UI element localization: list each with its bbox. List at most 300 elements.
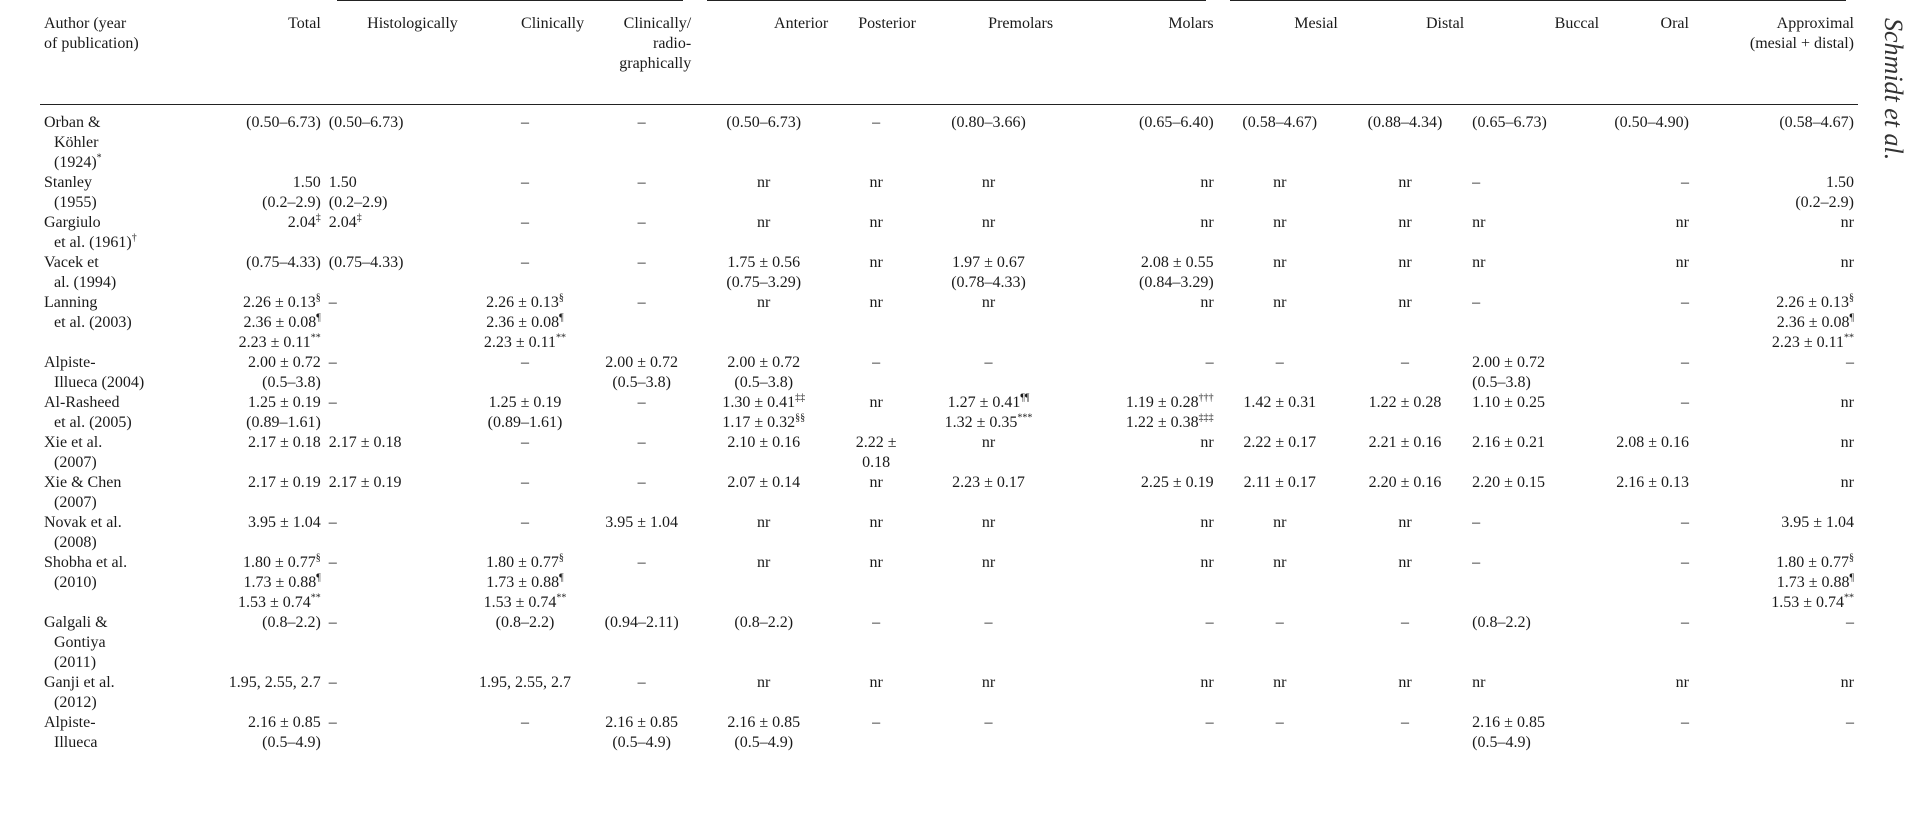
cell-value: – xyxy=(637,174,646,191)
author-line: et al. (2005) xyxy=(54,414,132,431)
cell-value: nr xyxy=(1273,174,1287,191)
author-line: Alpiste- xyxy=(44,354,96,371)
author-line: (2011) xyxy=(54,654,97,671)
cell-value: (0.75–3.29) xyxy=(726,274,802,291)
table-row xyxy=(40,173,1858,213)
column-header-line: Posterior xyxy=(858,15,917,32)
data-cell xyxy=(1057,613,1218,673)
cell-value: 1.30 ± 0.41‡‡ xyxy=(722,392,806,411)
table-row xyxy=(40,553,1858,613)
cell-value: 2.10 ± 0.16 xyxy=(727,434,801,451)
data-cell xyxy=(1057,433,1218,473)
data-cell xyxy=(1342,113,1468,173)
data-cell xyxy=(1218,473,1342,513)
cell-value: – xyxy=(328,614,337,631)
cell-value: 1.50 xyxy=(328,174,357,191)
cell-value: nr xyxy=(1840,474,1854,491)
cell-value: (0.8–2.2) xyxy=(734,614,794,631)
data-cell xyxy=(1603,113,1693,173)
cell-value: nr xyxy=(869,554,883,571)
cell-value: 1.32 ± 0.35*** xyxy=(944,412,1033,431)
cell-value: nr xyxy=(1273,674,1287,691)
cell-value: (0.65–6.40) xyxy=(1139,114,1214,131)
cell-value: (0.94–2.11) xyxy=(604,614,679,631)
cell-value: nr xyxy=(1840,214,1854,231)
author-line: Ganji et al. xyxy=(44,674,115,691)
cell-value: 2.00 ± 0.72 xyxy=(605,354,679,371)
cell-value: (0.8–2.2) xyxy=(1472,614,1531,631)
data-cell xyxy=(177,433,325,473)
data-cell xyxy=(1468,293,1603,353)
column-header-molars xyxy=(1057,14,1218,105)
data-cell xyxy=(588,433,695,473)
group-header-tooth-type xyxy=(695,0,1217,14)
cell-value: – xyxy=(637,294,646,311)
data-cell xyxy=(588,553,695,613)
data-cell xyxy=(920,113,1057,173)
data-cell xyxy=(325,613,462,673)
cell-value: nr xyxy=(1398,214,1412,231)
data-cell xyxy=(1057,393,1218,433)
cell-value: – xyxy=(637,554,646,571)
cell-value: 2.26 ± 0.13§ xyxy=(242,292,321,311)
cell-value: (0.2–2.9) xyxy=(262,194,321,211)
data-cell xyxy=(1057,253,1218,293)
group-header-method-label xyxy=(337,0,683,1)
cell-value: 2.04‡ xyxy=(328,212,362,231)
column-header-line: Buccal xyxy=(1554,15,1600,32)
cell-value: – xyxy=(1275,614,1284,631)
author-line: (2007) xyxy=(54,454,97,471)
data-cell xyxy=(695,113,832,173)
data-cell xyxy=(588,393,695,433)
data-cell xyxy=(1468,393,1603,433)
cell-value: 2.17 ± 0.19 xyxy=(328,474,402,491)
cell-value: (0.5–3.8) xyxy=(262,374,321,391)
cell-value: 2.00 ± 0.72 xyxy=(1472,354,1545,371)
cell-value: – xyxy=(520,214,529,231)
data-cell xyxy=(588,293,695,353)
cell-value: nr xyxy=(981,514,996,531)
data-cell xyxy=(920,393,1057,433)
data-cell xyxy=(177,173,325,213)
data-cell xyxy=(1603,673,1693,713)
cell-value: 2.08 ± 0.16 xyxy=(1616,434,1689,451)
data-cell xyxy=(462,213,588,253)
data-cell xyxy=(1218,673,1342,713)
author-cell xyxy=(40,173,177,213)
data-cell xyxy=(1218,553,1342,613)
table-row xyxy=(40,433,1858,473)
data-cell xyxy=(588,173,695,213)
cell-value: nr xyxy=(1675,254,1689,271)
data-cell xyxy=(1693,673,1858,713)
cell-value: 1.97 ± 0.67 xyxy=(952,254,1025,271)
cell-value: 2.07 ± 0.14 xyxy=(727,474,801,491)
cell-value: (0.75–4.33) xyxy=(246,254,321,271)
data-cell xyxy=(1342,713,1468,753)
data-cell xyxy=(920,433,1057,473)
cell-value: 1.75 ± 0.56 xyxy=(727,254,801,271)
cell-value: 3.95 ± 1.04 xyxy=(605,514,679,531)
cell-value: nr xyxy=(869,214,883,231)
cell-value: nr xyxy=(1200,174,1214,191)
cell-value: nr xyxy=(1840,674,1854,691)
cell-value: nr xyxy=(981,434,996,451)
data-cell xyxy=(1057,713,1218,753)
cell-value: – xyxy=(1680,514,1689,531)
group-header-method xyxy=(325,0,695,14)
cell-value: – xyxy=(1680,294,1689,311)
data-cell xyxy=(325,113,462,173)
data-table xyxy=(40,0,1858,753)
data-cell xyxy=(1218,713,1342,753)
data-cell xyxy=(1603,433,1693,473)
cell-value: nr xyxy=(1200,514,1214,531)
data-cell xyxy=(588,613,695,673)
data-cell xyxy=(588,353,695,393)
cell-value: 2.26 ± 0.13§ xyxy=(1776,292,1854,311)
column-header-line: Total xyxy=(288,15,321,32)
cell-value: 2.00 ± 0.72 xyxy=(247,354,321,371)
cell-value: 1.95, 2.55, 2.7 xyxy=(228,674,321,691)
cell-value: nr xyxy=(1200,554,1214,571)
cell-value: (0.58–4.67) xyxy=(1242,114,1318,131)
data-cell xyxy=(325,513,462,553)
cell-value: (0.5–3.8) xyxy=(1472,374,1531,391)
cell-value: – xyxy=(520,714,529,731)
data-cell xyxy=(695,393,832,433)
cell-value: – xyxy=(984,614,993,631)
author-cell xyxy=(40,113,177,173)
column-header-line: Clinically/ xyxy=(623,15,692,32)
cell-value: 2.23 ± 0.11** xyxy=(238,332,321,351)
data-cell xyxy=(462,553,588,613)
cell-value: – xyxy=(1680,354,1689,371)
cell-value: – xyxy=(1401,614,1409,631)
cell-value: (0.50–6.73) xyxy=(328,114,404,131)
data-cell xyxy=(1342,553,1468,613)
data-cell xyxy=(325,293,462,353)
cell-value: 2.17 ± 0.18 xyxy=(247,434,321,451)
cell-value: 2.23 ± 0.11** xyxy=(483,332,567,351)
cell-value: 1.53 ± 0.74** xyxy=(1771,592,1854,611)
cell-value: nr xyxy=(757,674,771,691)
author-cell xyxy=(40,393,177,433)
cell-value: (0.58–4.67) xyxy=(1779,114,1854,131)
cell-value: – xyxy=(520,474,529,491)
data-cell xyxy=(832,673,920,713)
table-row xyxy=(40,113,1858,173)
data-cell xyxy=(920,513,1057,553)
column-header-histologically xyxy=(325,14,462,105)
cell-value: 2.21 ± 0.16 xyxy=(1368,434,1442,451)
cell-value: – xyxy=(520,434,529,451)
cell-value: – xyxy=(1205,614,1214,631)
data-cell xyxy=(832,613,920,673)
cell-value: (0.88–4.34) xyxy=(1367,114,1443,131)
cell-value: (0.50–6.73) xyxy=(726,114,802,131)
cell-value: – xyxy=(637,254,646,271)
author-line: (2012) xyxy=(54,694,97,711)
data-cell xyxy=(177,293,325,353)
author-line: Vacek et xyxy=(44,254,99,271)
cell-value: – xyxy=(637,674,646,691)
data-cell xyxy=(1057,673,1218,713)
data-cell xyxy=(832,513,920,553)
data-cell xyxy=(1468,253,1603,293)
cell-value: 3.95 ± 1.04 xyxy=(1781,514,1854,531)
cell-value: – xyxy=(328,354,337,371)
data-cell xyxy=(462,113,588,173)
data-cell xyxy=(1342,673,1468,713)
cell-value: – xyxy=(637,434,646,451)
column-header-anterior xyxy=(695,14,832,105)
author-line: Alpiste- xyxy=(44,714,96,731)
data-cell xyxy=(1057,513,1218,553)
data-cell xyxy=(177,673,325,713)
data-cell xyxy=(1693,173,1858,213)
cell-value: 2.16 ± 0.85 xyxy=(727,714,801,731)
cell-value: 2.22 ± xyxy=(855,434,897,451)
author-cell xyxy=(40,473,177,513)
cell-value: nr xyxy=(757,514,771,531)
cell-value: 1.53 ± 0.74** xyxy=(483,592,567,611)
author-cell xyxy=(40,213,177,253)
author-line: et al. (2003) xyxy=(54,314,132,331)
cell-value: 1.25 ± 0.19 xyxy=(247,394,321,411)
data-cell xyxy=(325,473,462,513)
cell-value: nr xyxy=(757,214,771,231)
cell-value: – xyxy=(637,474,646,491)
cell-value: 1.80 ± 0.77§ xyxy=(242,552,321,571)
data-cell xyxy=(1468,173,1603,213)
cell-value: – xyxy=(1680,554,1689,571)
data-cell xyxy=(1468,213,1603,253)
table-row xyxy=(40,673,1858,713)
data-cell xyxy=(695,213,832,253)
cell-value: 2.16 ± 0.85 xyxy=(1472,714,1545,731)
column-header-total xyxy=(177,14,325,105)
cell-value: nr xyxy=(869,294,883,311)
author-cell xyxy=(40,673,177,713)
data-cell xyxy=(1057,113,1218,173)
data-cell xyxy=(325,393,462,433)
cell-value: (0.2–2.9) xyxy=(1795,194,1854,211)
data-cell xyxy=(1603,553,1693,613)
cell-value: 1.22 ± 0.38‡‡‡ xyxy=(1125,412,1214,431)
author-line: (2008) xyxy=(54,534,97,551)
data-cell xyxy=(920,553,1057,613)
cell-value: 2.23 ± 0.11** xyxy=(1771,332,1854,351)
data-cell xyxy=(695,673,832,713)
cell-value: – xyxy=(1680,714,1689,731)
cell-value: 0.18 xyxy=(862,454,891,471)
cell-value: – xyxy=(1401,714,1409,731)
cell-value: – xyxy=(520,514,529,531)
data-cell xyxy=(1603,213,1693,253)
group-header-tooth-type-label xyxy=(707,0,1205,1)
cell-value: nr xyxy=(757,554,771,571)
cell-value: (0.5–4.9) xyxy=(734,734,794,751)
author-line: Galgali & xyxy=(44,614,108,631)
cell-value: 1.50 xyxy=(292,174,321,191)
cell-value: – xyxy=(1846,354,1854,371)
data-cell xyxy=(832,553,920,613)
data-cell xyxy=(1603,353,1693,393)
cell-value: nr xyxy=(1398,254,1412,271)
data-cell xyxy=(1468,473,1603,513)
data-cell xyxy=(1218,113,1342,173)
cell-value: – xyxy=(1472,554,1481,571)
cell-value: nr xyxy=(1398,514,1412,531)
cell-value: – xyxy=(1205,354,1214,371)
data-cell xyxy=(1218,293,1342,353)
cell-value: – xyxy=(328,294,337,311)
data-cell xyxy=(1468,553,1603,613)
cell-value: (0.5–3.8) xyxy=(612,374,671,391)
cell-value: (0.75–4.33) xyxy=(328,254,404,271)
data-cell xyxy=(462,353,588,393)
cell-value: 1.73 ± 0.88¶ xyxy=(486,572,564,591)
data-cell xyxy=(1693,293,1858,353)
data-cell xyxy=(177,513,325,553)
data-cell xyxy=(920,173,1057,213)
data-cell xyxy=(1057,213,1218,253)
author-cell xyxy=(40,253,177,293)
cell-value: – xyxy=(328,394,337,411)
cell-value: 1.10 ± 0.25 xyxy=(1472,394,1545,411)
cell-value: (0.8–2.2) xyxy=(262,614,321,631)
data-cell xyxy=(1218,253,1342,293)
data-cell xyxy=(462,713,588,753)
cell-value: (0.8–2.2) xyxy=(495,614,555,631)
data-cell xyxy=(695,613,832,673)
cell-value: nr xyxy=(981,674,996,691)
cell-value: nr xyxy=(869,174,883,191)
data-cell xyxy=(1693,473,1858,513)
cell-value: – xyxy=(328,674,337,691)
data-cell xyxy=(325,353,462,393)
data-cell xyxy=(462,293,588,353)
cell-value: nr xyxy=(1273,514,1287,531)
data-cell xyxy=(1468,433,1603,473)
cell-value: nr xyxy=(1675,214,1689,231)
data-cell xyxy=(1693,213,1858,253)
data-cell xyxy=(325,253,462,293)
data-cell xyxy=(695,353,832,393)
cell-value: – xyxy=(872,354,881,371)
cell-value: nr xyxy=(1675,674,1689,691)
spacer-row xyxy=(40,105,1858,114)
column-header-author-year-of-publication xyxy=(40,14,177,105)
data-cell xyxy=(1218,433,1342,473)
cell-value: – xyxy=(1472,294,1481,311)
data-cell xyxy=(832,173,920,213)
data-cell xyxy=(695,553,832,613)
cell-value: 1.80 ± 0.77§ xyxy=(1776,552,1854,571)
data-cell xyxy=(920,293,1057,353)
author-cell xyxy=(40,713,177,753)
data-cell xyxy=(1603,713,1693,753)
data-cell xyxy=(1603,293,1693,353)
column-header-line: Oral xyxy=(1660,15,1689,32)
cell-value: (0.65–6.73) xyxy=(1472,114,1547,131)
data-cell xyxy=(588,213,695,253)
cell-value: 2.16 ± 0.85 xyxy=(605,714,679,731)
data-cell xyxy=(920,253,1057,293)
data-cell xyxy=(1603,393,1693,433)
table-row xyxy=(40,473,1858,513)
cell-value: 2.17 ± 0.18 xyxy=(328,434,402,451)
data-cell xyxy=(177,353,325,393)
column-header-line: of publication) xyxy=(44,35,139,52)
cell-value: 1.50 xyxy=(1826,174,1854,191)
cell-value: – xyxy=(1472,514,1481,531)
cell-value: – xyxy=(328,714,337,731)
data-cell xyxy=(462,433,588,473)
cell-value: – xyxy=(984,354,993,371)
data-cell xyxy=(1342,513,1468,553)
cell-value: 1.22 ± 0.28 xyxy=(1368,394,1442,411)
cell-value: (0.80–3.66) xyxy=(951,114,1026,131)
data-cell xyxy=(1693,713,1858,753)
data-cell xyxy=(832,113,920,173)
data-cell xyxy=(920,673,1057,713)
column-header-line: Author (year xyxy=(44,15,127,32)
cell-value: – xyxy=(637,114,646,131)
data-cell xyxy=(1057,353,1218,393)
data-cell xyxy=(1693,113,1858,173)
data-cell xyxy=(1218,173,1342,213)
group-header-row xyxy=(40,0,1858,14)
cell-value: (0.89–1.61) xyxy=(487,414,563,431)
data-cell xyxy=(1693,393,1858,433)
cell-value: – xyxy=(520,174,529,191)
author-line: et al. (1961)† xyxy=(54,232,137,251)
author-cell xyxy=(40,433,177,473)
cell-value: – xyxy=(520,114,529,131)
column-header-line: Clinically xyxy=(521,15,585,32)
cell-value: – xyxy=(328,554,337,571)
data-cell xyxy=(1468,113,1603,173)
cell-value: nr xyxy=(981,554,996,571)
data-cell xyxy=(920,613,1057,673)
cell-value: (0.50–6.73) xyxy=(246,114,321,131)
data-cell xyxy=(177,393,325,433)
data-cell xyxy=(920,473,1057,513)
cell-value: – xyxy=(520,254,529,271)
author-line: Illueca (2004) xyxy=(54,374,145,391)
cell-value: (0.89–1.61) xyxy=(246,414,321,431)
data-cell xyxy=(1603,613,1693,673)
cell-value: 1.80 ± 0.77§ xyxy=(486,552,564,571)
cell-value: nr xyxy=(1398,294,1412,311)
data-cell xyxy=(832,353,920,393)
cell-value: nr xyxy=(981,294,996,311)
data-cell xyxy=(832,293,920,353)
data-cell xyxy=(1342,173,1468,213)
cell-value: – xyxy=(872,114,881,131)
data-cell xyxy=(588,113,695,173)
cell-value: nr xyxy=(1398,554,1412,571)
cell-value: 1.27 ± 0.41¶¶ xyxy=(947,392,1030,411)
cell-value: 2.00 ± 0.72 xyxy=(727,354,801,371)
cell-value: 2.23 ± 0.17 xyxy=(952,474,1025,491)
data-cell xyxy=(588,473,695,513)
cell-value: 2.08 ± 0.55 xyxy=(1140,254,1214,271)
data-cell xyxy=(1468,613,1603,673)
